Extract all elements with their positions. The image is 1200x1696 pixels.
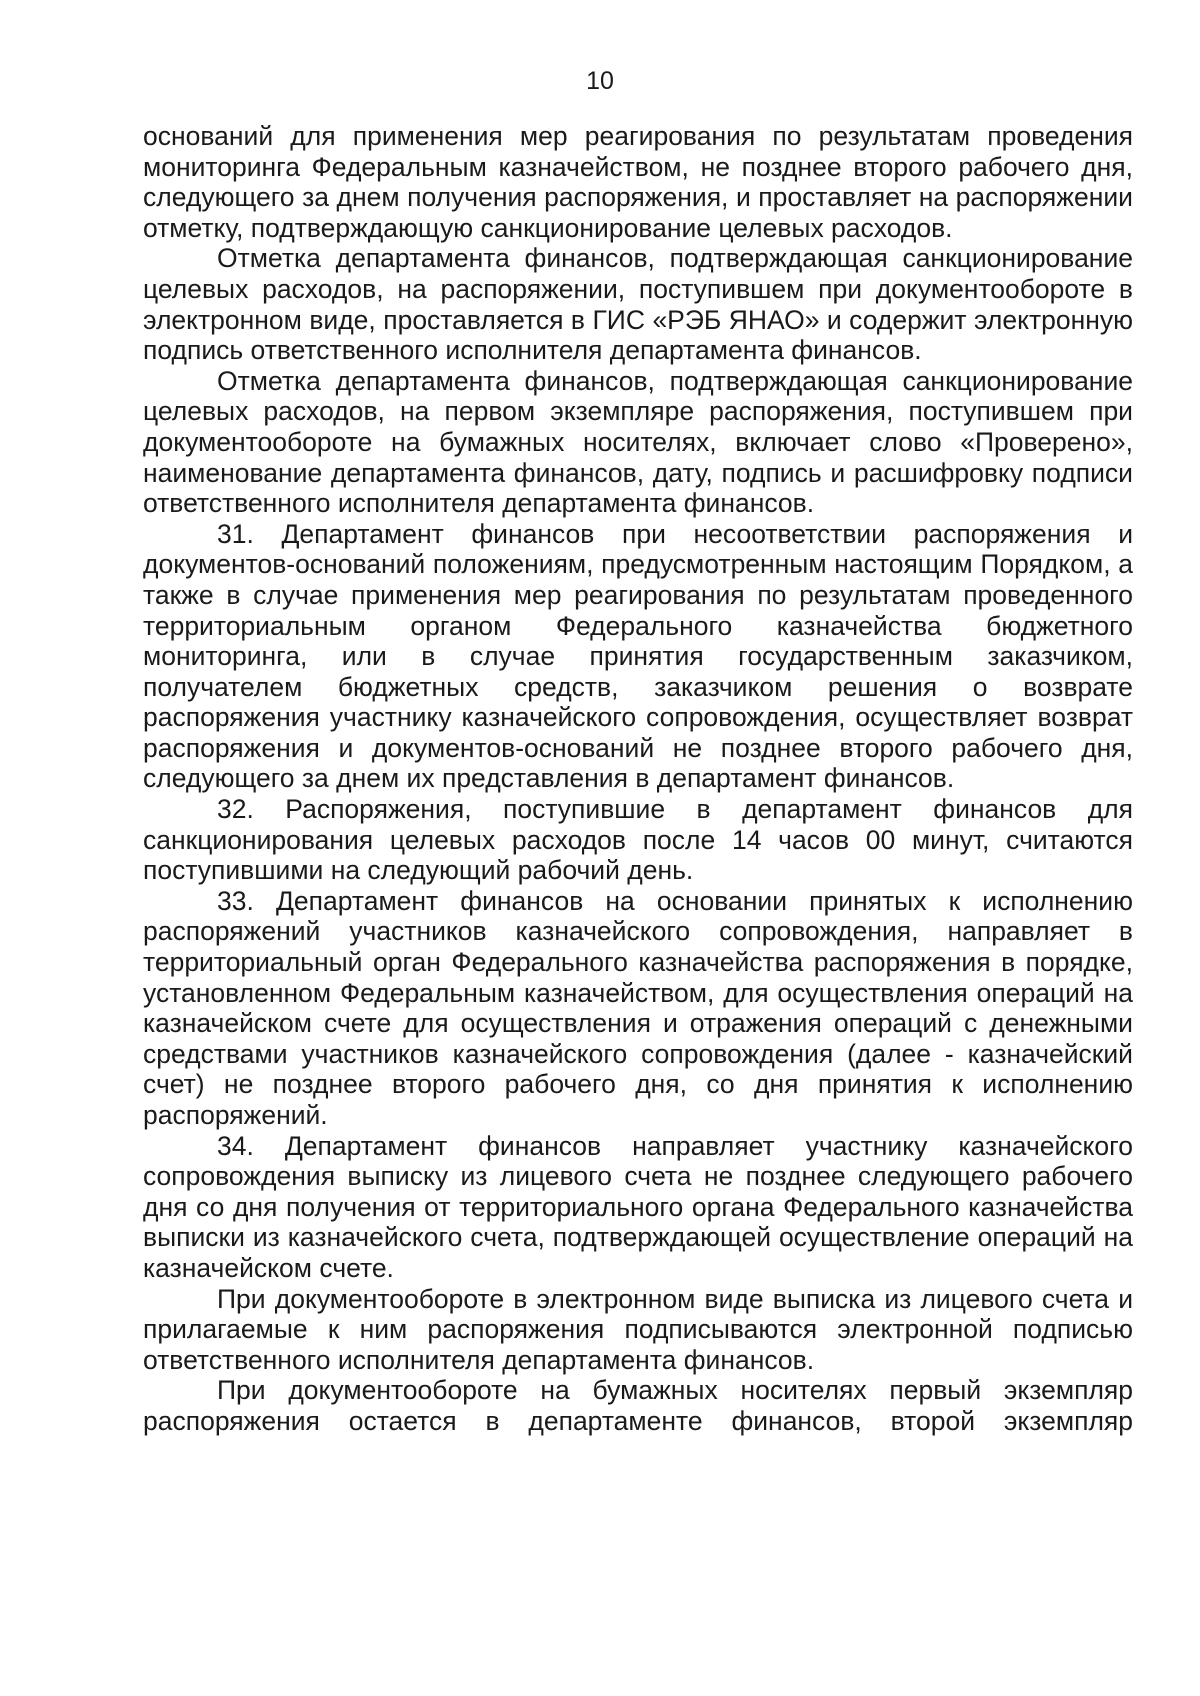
page-number: 10 [586,67,614,95]
paragraph-clause-33: 33. Департамент финансов на основании принятых к исполнению распоряжений участников казначейского сопровождения, направляет в территориальный орган Федерального казначейства распоряжения в порядке, установленном Федеральным казначейством, для осуществления операций на казначейском счете для осуществления и отражения операций с денежными средствами участников казначейского сопровождения (далее - казначейский счет) не позднее второго рабочего дня, со дня принятия к исполнению распоряжений. [143,885,1133,1130]
paragraph-clause-32: 32. Распоряжения, поступившие в департамент финансов для санкционирования целевых расходов после 14 часов 00 минут, считаются поступившими на следующий рабочий день. [143,794,1133,886]
paragraph-clause-34: 34. Департамент финансов направляет участнику казначейского сопровождения выписку из лицевого счета не позднее следующего рабочего дня со дня получения от территориального органа Федерального казначейства выписки из казначейского счета, подтверждающей осуществление операций на казначейском счете. [143,1130,1133,1283]
document-body [143,121,1133,1437]
paragraph-electronic-statement: При документообороте в электронном виде выписка из лицевого счета и прилагаемые к ним распоряжения подписываются электронной подписью ответственного исполнителя департамента финансов. [143,1283,1133,1375]
paragraph-continuation: оснований для применения мер реагирования по результатам проведения мониторинга Федеральным казначейством, не позднее второго рабочего дня, следующего за днем получения распоряжения, и проставляет на распоряжении отметку, подтверждающую санкционирование целевых расходов. [143,121,1133,243]
paragraph-paper-statement: При документообороте на бумажных носителях первый экземпляр распоряжения остается в департаменте финансов, второй экземпляр [143,1375,1133,1436]
paragraph-mark-paper: Отметка департамента финансов, подтверждающая санкционирование целевых расходов, на первом экземпляре распоряжения, поступившем при документообороте на бумажных носителях, включает слово «Проверено», наименование департамента финансов, дату, подпись и расшифровку подписи ответственного исполнителя департамента финансов. [143,365,1133,519]
paragraph-clause-31: 31. Департамент финансов при несоответствии распоряжения и документов-оснований положениям, предусмотренным настоящим Порядком, а также в случае применения мер реагирования по результатам проведенного территориальным органом Федерального казначейства бюджетного мониторинга, или в случае принятия государственным заказчиком, получателем бюджетных средств, заказчиком решения о возврате распоряжения участнику казначейского сопровождения, осуществляет возврат распоряжения и документов-оснований не позднее второго рабочего дня, следующего за днем их представления в департамент финансов. [143,518,1133,794]
paragraph-mark-electronic: Отметка департамента финансов, подтверждающая санкционирование целевых расходов, на распоряжении, поступившем при документообороте в электронном виде, проставляется в ГИС «РЭБ ЯНАО» и содержит электронную подпись ответственного исполнителя департамента финансов. [143,243,1133,366]
